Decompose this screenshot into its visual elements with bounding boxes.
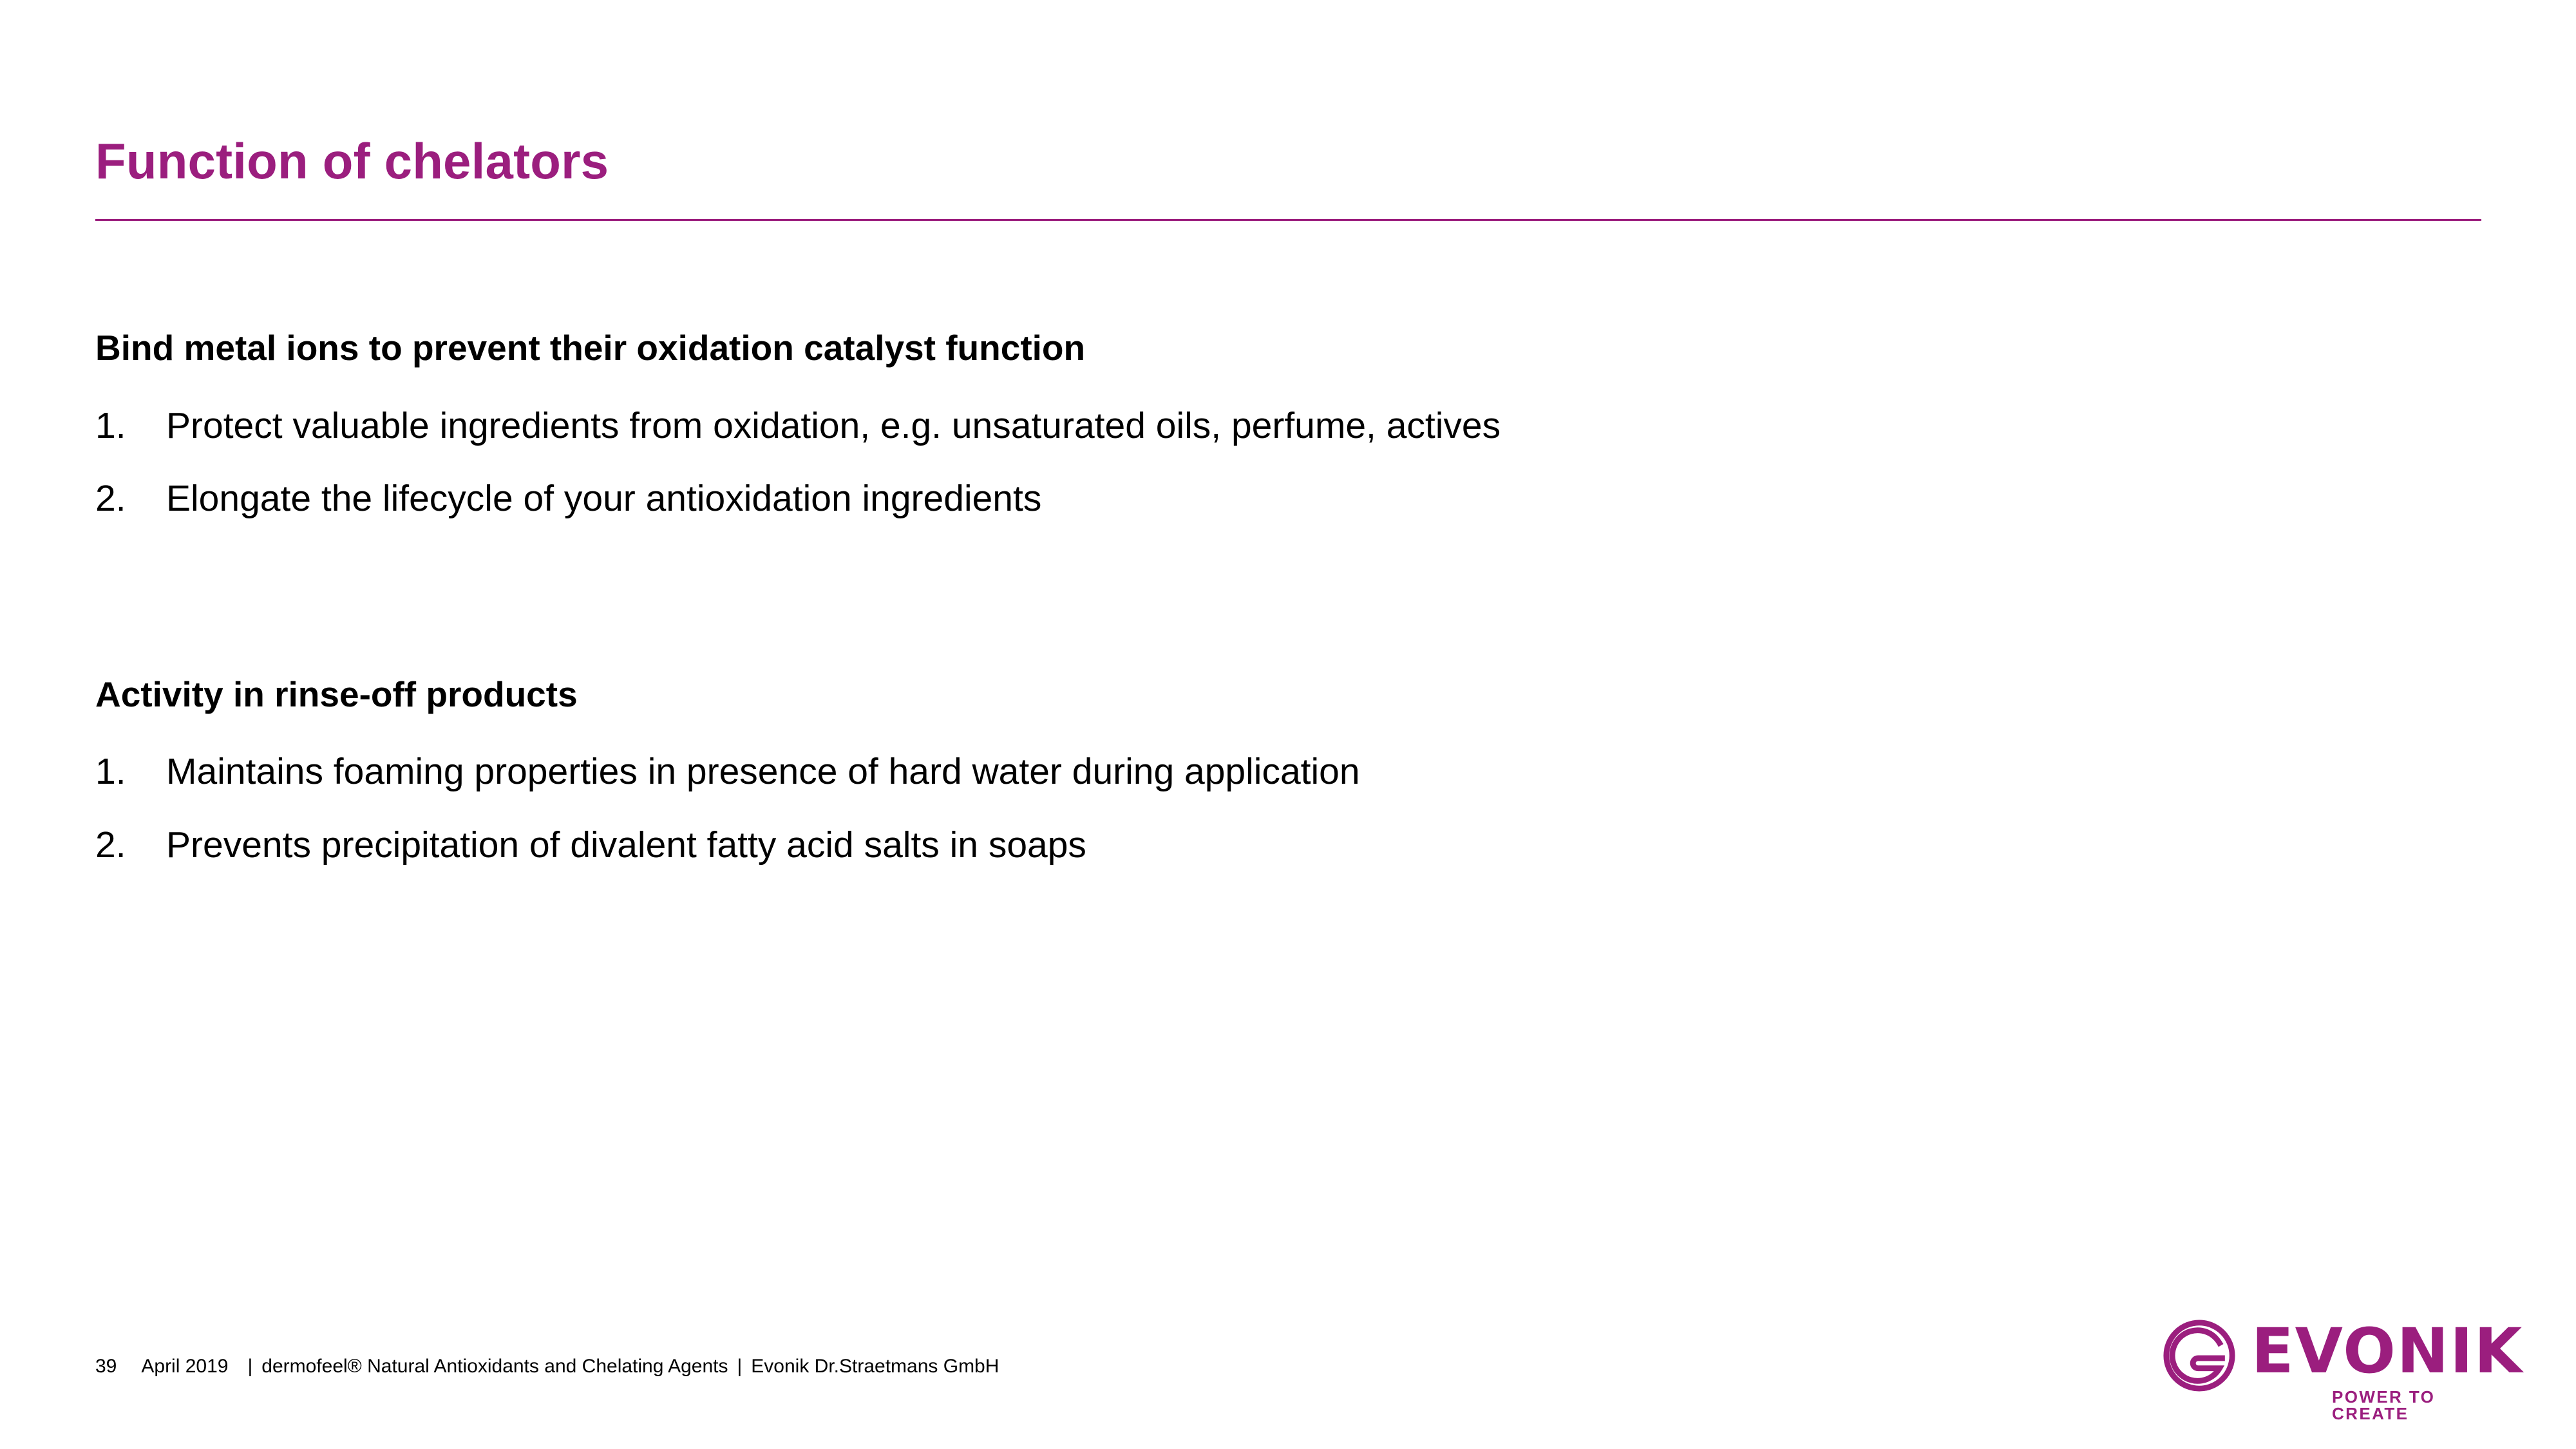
footer-separator: | [247, 1356, 253, 1377]
list-item-text: Elongate the lifecycle of your antioxidation ingredients [166, 478, 1042, 520]
list-item-marker: 1. [95, 751, 126, 793]
footer-document-title: dermofeel® Natural Antioxidants and Chelating Agents [261, 1356, 728, 1377]
spacer [95, 368, 2478, 405]
evonik-logo [2161, 1314, 2524, 1423]
list-item-marker: 2. [95, 824, 126, 866]
list-item [95, 405, 2478, 448]
slide-footer [95, 1356, 999, 1378]
content-section-2 [95, 675, 2478, 867]
spacer [95, 447, 2478, 478]
content-section-1 [95, 328, 2478, 520]
list-item-text: Maintains foaming properties in presence of hard water during application [166, 751, 1360, 793]
section-heading: Bind metal ions to prevent their oxidation catalyst function [95, 328, 1086, 368]
list-item [95, 478, 2478, 520]
page-title: Function of chelators [95, 133, 609, 189]
page-number: 39 [95, 1356, 117, 1377]
evonik-mark-icon [2161, 1318, 2237, 1394]
slide-body [95, 328, 2478, 866]
numbered-list [95, 751, 2478, 866]
spacer [95, 714, 2478, 751]
list-item-text: Protect valuable ingredients from oxidation, e.g. unsaturated oils, perfume, actives [166, 404, 1501, 446]
list-item-marker: 1. [95, 404, 126, 446]
spacer [95, 793, 2478, 824]
list-item [95, 751, 2478, 793]
numbered-list [95, 405, 2478, 520]
footer-company: Evonik Dr.Straetmans GmbH [751, 1356, 999, 1377]
footer-date: April 2019 [141, 1356, 229, 1377]
spacer [95, 520, 2478, 675]
evonik-wordmark: EVONIK [2251, 1315, 2524, 1387]
list-item [95, 824, 2478, 867]
title-divider [95, 219, 2481, 221]
footer-separator: | [737, 1356, 743, 1377]
list-item-text: Prevents precipitation of divalent fatty acid salts in soaps [166, 824, 1086, 866]
title-block [95, 135, 2478, 188]
list-item-marker: 2. [95, 478, 126, 520]
evonik-tagline: POWER TO CREATE [2332, 1387, 2436, 1423]
section-heading: Activity in rinse-off products [95, 674, 578, 714]
